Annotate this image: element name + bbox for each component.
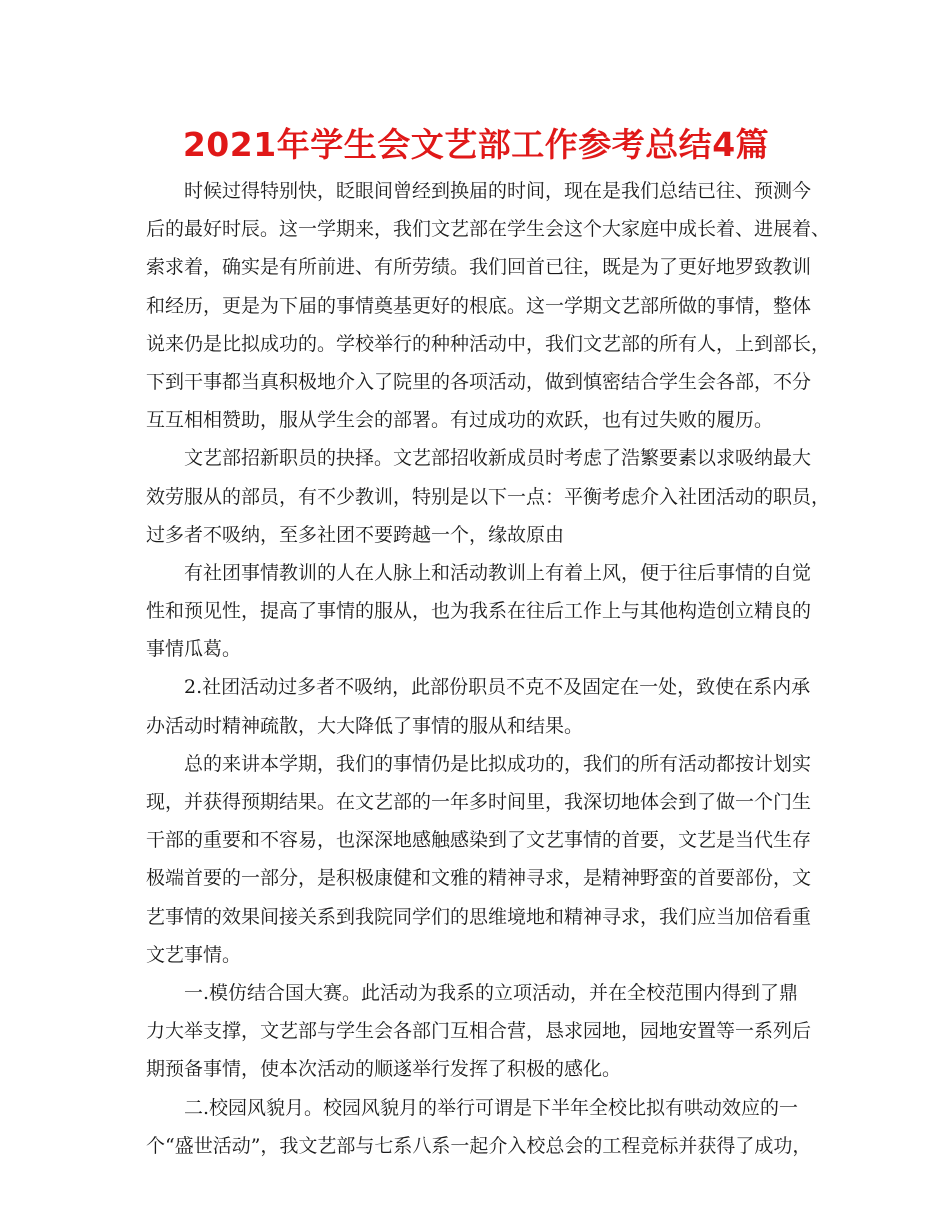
text-line: 索求着，确实是有所前进、有所劳绩。我们回首已往，既是为了更好地罗致教训 xyxy=(146,256,812,279)
text-line: 艺事情的效果间接关系到我院同学们的思维境地和精神寻求，我们应当加倍看重 xyxy=(146,905,812,928)
text-line: 过多者不吸纳，至多社团不要跨越一个，缘故原由 xyxy=(146,523,565,546)
text-line: 现，并获得预期结果。在文艺部的一年多时间里，我深切地体会到了做一个门生 xyxy=(146,791,812,813)
text-line: 下到干事都当真积极地介入了院里的各项活动，做到慎密结合学生会各部，不分 xyxy=(146,370,812,393)
paragraph xyxy=(146,172,831,439)
text-line: 一.模仿结合国大赛。此活动为我系的立项活动，并在全校范围内得到了鼎 xyxy=(184,981,799,1004)
text-line: 个“盛世活动”，我文艺部与七系八系一起介入校总会的工程竞标并获得了成功， xyxy=(146,1134,812,1157)
text-line: 后的最好时辰。这一学期来，我们文艺部在学生会这个大家庭中成长着、进展着、 xyxy=(146,218,831,241)
paragraph xyxy=(146,745,812,974)
text-line: 时候过得特别快，眨眼间曾经到换届的时间，现在是我们总结已往、预测今 xyxy=(184,180,812,202)
paragraph xyxy=(146,974,812,1089)
text-line: 说来仍是比拟成功的。学校举行的种种活动中，我们文艺部的所有人，上到部长， xyxy=(146,332,831,355)
text-line: 性和预见性，提高了事情的服从，也为我系在往后工作上与其他构造创立精良的 xyxy=(146,600,812,623)
text-line: 文艺事情。 xyxy=(146,943,242,966)
text-line: 效劳服从的部员，有不少教训，特别是以下一点：平衡考虑介入社团活动的职员， xyxy=(146,485,831,508)
text-line: 文艺部招新职员的抉择。文艺部招收新成员时考虑了浩繁要素以求吸纳最大 xyxy=(184,447,812,470)
text-line: 二.校园风貌月。校园风貌月的举行可谓是下半年全校比拟有哄动效应的一 xyxy=(184,1096,799,1119)
text-line: 极端首要的一部分，是积极康健和文雅的精神寻求，是精神野蛮的首要部份，文 xyxy=(146,867,812,890)
paragraph xyxy=(146,554,812,669)
paragraph xyxy=(146,1089,812,1165)
paragraph xyxy=(146,668,811,744)
text-line: 办活动时精神疏散，大大降低了事情的服从和结果。 xyxy=(146,714,584,737)
document-body xyxy=(146,172,831,1165)
text-line: 总的来讲本学期，我们的事情仍是比拟成功的，我们的所有活动都按计划实 xyxy=(184,752,812,775)
paragraph xyxy=(146,439,831,554)
text-line: 有社团事情教训的人在人脉上和活动教训上有着上风，便于往后事情的自觉 xyxy=(184,561,812,584)
text-line: 期预备事情，使本次活动的顺遂举行发挥了积极的感化。 xyxy=(146,1058,622,1081)
text-line: 和经历，更是为下届的事情奠基更好的根底。这一学期文艺部所做的事情，整体 xyxy=(146,294,812,317)
text-line: 事情瓜葛。 xyxy=(146,638,242,661)
document-title: 2021年学生会文艺部工作参考总结4篇 xyxy=(182,125,770,164)
text-line: 干部的重要和不容易，也深深地感触感染到了文艺事情的首要，文艺是当代生存 xyxy=(146,829,812,852)
document-page xyxy=(146,118,831,1165)
text-line: 互互相相赞助，服从学生会的部署。有过成功的欢跃，也有过失败的履历。 xyxy=(146,409,774,432)
text-line: 力大举支撑，文艺部与学生会各部门互相合营，恳求园地，园地安置等一系列后 xyxy=(146,1020,812,1043)
text-line: 2.社团活动过多者不吸纳，此部份职员不克不及固定在一处，致使在系内承 xyxy=(184,676,811,699)
